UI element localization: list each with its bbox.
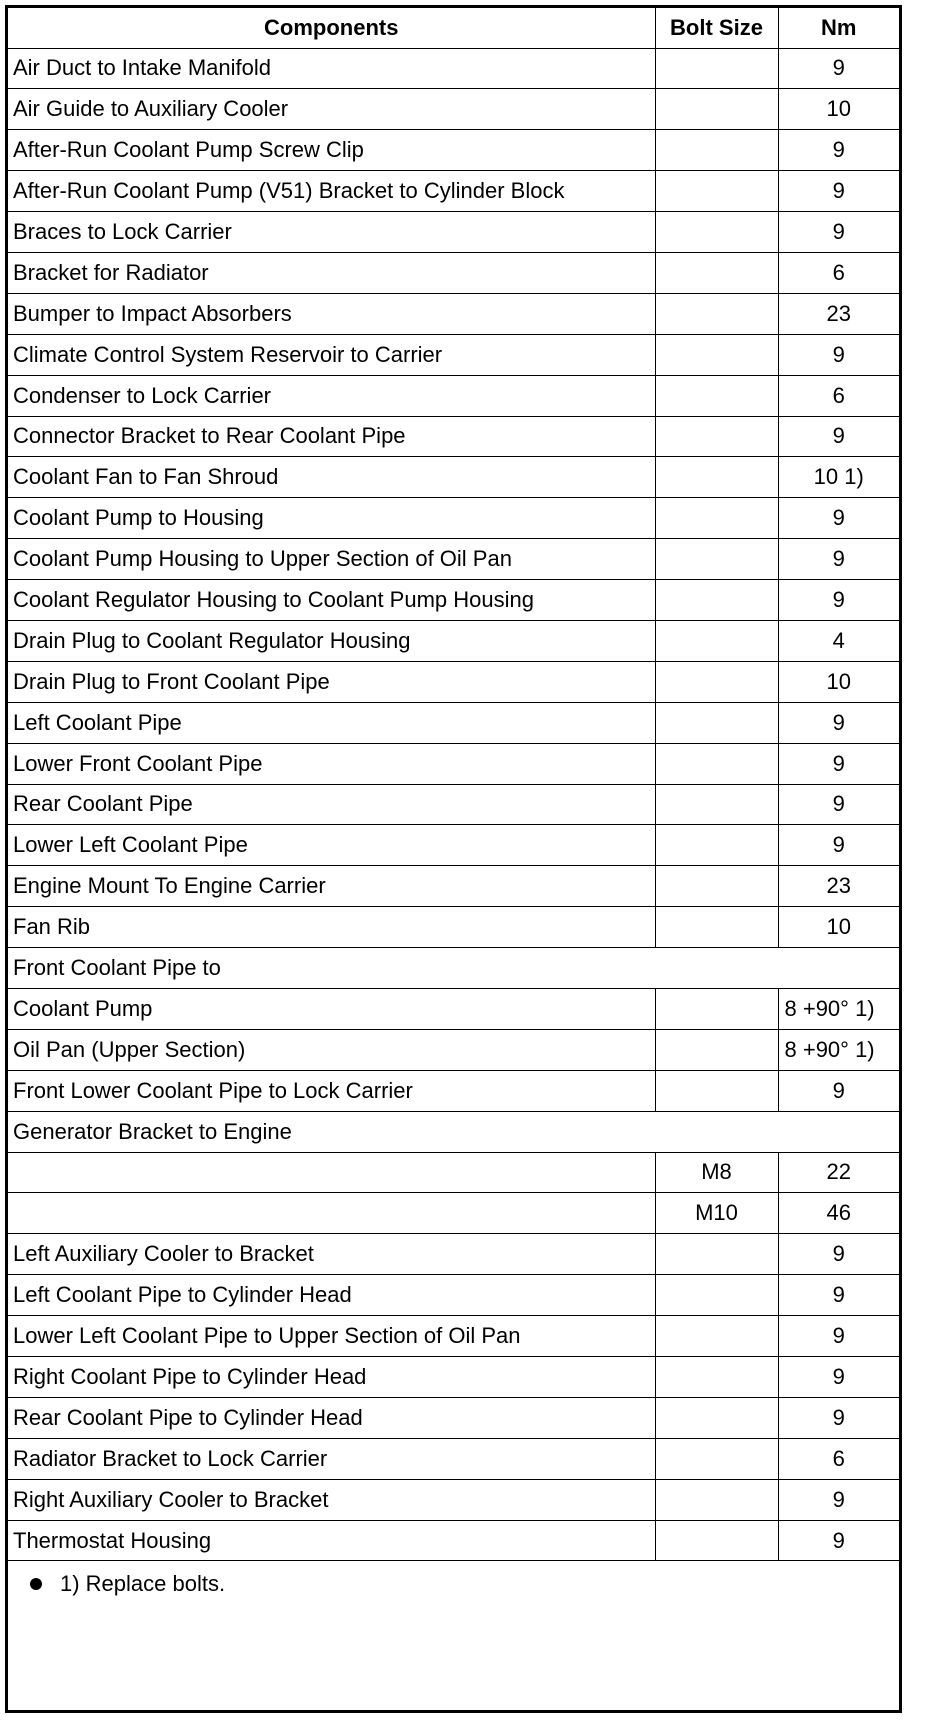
table-row (8, 457, 899, 498)
table-row (8, 1029, 899, 1070)
bolt-size-cell (655, 293, 778, 334)
table-row (8, 743, 899, 784)
nm-cell: 8 +90° 1) (778, 988, 899, 1029)
nm-cell: 9 (778, 1397, 899, 1438)
table-row (8, 580, 899, 621)
bolt-size-cell (655, 1479, 778, 1520)
nm-cell: 10 (778, 661, 899, 702)
component-cell: Fan Rib (8, 907, 655, 948)
table-row (8, 1316, 899, 1357)
table-row (8, 620, 899, 661)
nm-cell: 6 (778, 375, 899, 416)
table-row (8, 1193, 899, 1234)
bolt-size-cell (655, 743, 778, 784)
table-row (8, 1275, 899, 1316)
bolt-size-cell: M8 (655, 1152, 778, 1193)
bolt-size-cell (655, 48, 778, 89)
table-row (8, 948, 899, 989)
component-cell: Condenser to Lock Carrier (8, 375, 655, 416)
bolt-size-cell (655, 1357, 778, 1398)
table-row (8, 702, 899, 743)
header-nm: Nm (778, 8, 899, 48)
table-row (8, 130, 899, 171)
bolt-size-cell (655, 620, 778, 661)
table-row (8, 1234, 899, 1275)
table-row (8, 252, 899, 293)
component-cell: Engine Mount To Engine Carrier (8, 866, 655, 907)
nm-cell: 6 (778, 252, 899, 293)
bolt-size-cell (655, 130, 778, 171)
component-cell: Bracket for Radiator (8, 252, 655, 293)
bolt-size-cell (655, 907, 778, 948)
nm-cell: 9 (778, 1234, 899, 1275)
component-cell: Climate Control System Reservoir to Carrier (8, 334, 655, 375)
component-cell: Rear Coolant Pipe to Cylinder Head (8, 1397, 655, 1438)
component-cell: Front Lower Coolant Pipe to Lock Carrier (8, 1070, 655, 1111)
bolt-size-cell (655, 866, 778, 907)
nm-cell: 9 (778, 784, 899, 825)
header-bolt-size: Bolt Size (655, 8, 778, 48)
component-cell (8, 1193, 655, 1234)
component-cell: Right Auxiliary Cooler to Bracket (8, 1479, 655, 1520)
table-row (8, 89, 899, 130)
nm-cell: 9 (778, 498, 899, 539)
bolt-size-cell (655, 212, 778, 253)
nm-cell: 9 (778, 212, 899, 253)
section-heading: Generator Bracket to Engine (8, 1111, 899, 1152)
table-row (8, 539, 899, 580)
nm-cell: 10 (778, 89, 899, 130)
component-cell: Lower Left Coolant Pipe (8, 825, 655, 866)
footnote-text: 1) Replace bolts. (60, 1571, 226, 1597)
bolt-size-cell (655, 457, 778, 498)
component-cell: Bumper to Impact Absorbers (8, 293, 655, 334)
table-row (8, 907, 899, 948)
component-cell: Coolant Pump to Housing (8, 498, 655, 539)
bolt-size-cell (655, 539, 778, 580)
nm-cell: 9 (778, 1479, 899, 1520)
table-row (8, 212, 899, 253)
component-cell: Left Coolant Pipe to Cylinder Head (8, 1275, 655, 1316)
bolt-size-cell (655, 252, 778, 293)
bolt-size-cell (655, 1438, 778, 1479)
table-row (8, 825, 899, 866)
component-cell: Drain Plug to Front Coolant Pipe (8, 661, 655, 702)
nm-cell: 8 +90° 1) (778, 1029, 899, 1070)
nm-cell: 23 (778, 293, 899, 334)
component-cell (8, 1152, 655, 1193)
bolt-size-cell (655, 1520, 778, 1561)
bolt-size-cell: M10 (655, 1193, 778, 1234)
bolt-size-cell (655, 784, 778, 825)
table-row (8, 1397, 899, 1438)
nm-cell: 9 (778, 130, 899, 171)
nm-cell: 10 1) (778, 457, 899, 498)
component-cell: Oil Pan (Upper Section) (8, 1029, 655, 1070)
bolt-size-cell (655, 375, 778, 416)
component-cell: Coolant Regulator Housing to Coolant Pump Housing (8, 580, 655, 621)
table-row (8, 498, 899, 539)
bolt-size-cell (655, 334, 778, 375)
table-row (8, 1152, 899, 1193)
table-row (8, 784, 899, 825)
bolt-size-cell (655, 580, 778, 621)
nm-cell: 9 (778, 171, 899, 212)
bolt-size-cell (655, 661, 778, 702)
table-row (8, 866, 899, 907)
bolt-size-cell (655, 1397, 778, 1438)
nm-cell: 9 (778, 1316, 899, 1357)
footnote (8, 1561, 899, 1597)
component-cell: Connector Bracket to Rear Coolant Pipe (8, 416, 655, 457)
nm-cell: 6 (778, 1438, 899, 1479)
component-cell: Air Duct to Intake Manifold (8, 48, 655, 89)
bolt-size-cell (655, 1234, 778, 1275)
component-cell: Radiator Bracket to Lock Carrier (8, 1438, 655, 1479)
component-cell: Coolant Pump (8, 988, 655, 1029)
nm-cell: 9 (778, 1357, 899, 1398)
component-cell: Coolant Fan to Fan Shroud (8, 457, 655, 498)
table-row (8, 661, 899, 702)
component-cell: Coolant Pump Housing to Upper Section of Oil Pan (8, 539, 655, 580)
table-row (8, 48, 899, 89)
nm-cell: 46 (778, 1193, 899, 1234)
bolt-size-cell (655, 1316, 778, 1357)
component-cell: Air Guide to Auxiliary Cooler (8, 89, 655, 130)
nm-cell: 9 (778, 702, 899, 743)
nm-cell: 9 (778, 334, 899, 375)
component-cell: After-Run Coolant Pump (V51) Bracket to Cylinder Block (8, 171, 655, 212)
component-cell: Braces to Lock Carrier (8, 212, 655, 253)
section-heading: Front Coolant Pipe to (8, 948, 899, 989)
nm-cell: 9 (778, 539, 899, 580)
bolt-size-cell (655, 825, 778, 866)
bolt-size-cell (655, 702, 778, 743)
nm-cell: 23 (778, 866, 899, 907)
table-row (8, 1070, 899, 1111)
torque-spec-sheet (5, 5, 902, 1713)
table-row (8, 988, 899, 1029)
table-body (8, 48, 899, 1561)
component-cell: Drain Plug to Coolant Regulator Housing (8, 620, 655, 661)
component-cell: After-Run Coolant Pump Screw Clip (8, 130, 655, 171)
bolt-size-cell (655, 416, 778, 457)
nm-cell: 9 (778, 1520, 899, 1561)
bolt-size-cell (655, 1029, 778, 1070)
bolt-size-cell (655, 498, 778, 539)
torque-table (8, 8, 899, 1561)
table-row (8, 375, 899, 416)
nm-cell: 9 (778, 1070, 899, 1111)
component-cell: Rear Coolant Pipe (8, 784, 655, 825)
bolt-size-cell (655, 171, 778, 212)
nm-cell: 10 (778, 907, 899, 948)
table-row (8, 1111, 899, 1152)
header-row (8, 8, 899, 48)
bolt-size-cell (655, 988, 778, 1029)
component-cell: Left Auxiliary Cooler to Bracket (8, 1234, 655, 1275)
component-cell: Lower Front Coolant Pipe (8, 743, 655, 784)
nm-cell: 9 (778, 48, 899, 89)
table-row (8, 1520, 899, 1561)
nm-cell: 9 (778, 416, 899, 457)
table-row (8, 416, 899, 457)
table-row (8, 171, 899, 212)
bolt-size-cell (655, 1275, 778, 1316)
table-row (8, 1438, 899, 1479)
component-cell: Right Coolant Pipe to Cylinder Head (8, 1357, 655, 1398)
table-row (8, 293, 899, 334)
component-cell: Left Coolant Pipe (8, 702, 655, 743)
bolt-size-cell (655, 1070, 778, 1111)
nm-cell: 9 (778, 825, 899, 866)
component-cell: Thermostat Housing (8, 1520, 655, 1561)
component-cell: Lower Left Coolant Pipe to Upper Section of Oil Pan (8, 1316, 655, 1357)
bullet-icon (30, 1578, 42, 1590)
nm-cell: 9 (778, 1275, 899, 1316)
nm-cell: 9 (778, 580, 899, 621)
nm-cell: 9 (778, 743, 899, 784)
table-row (8, 334, 899, 375)
nm-cell: 4 (778, 620, 899, 661)
nm-cell: 22 (778, 1152, 899, 1193)
table-row (8, 1479, 899, 1520)
table-row (8, 1357, 899, 1398)
bolt-size-cell (655, 89, 778, 130)
header-components: Components (8, 8, 655, 48)
